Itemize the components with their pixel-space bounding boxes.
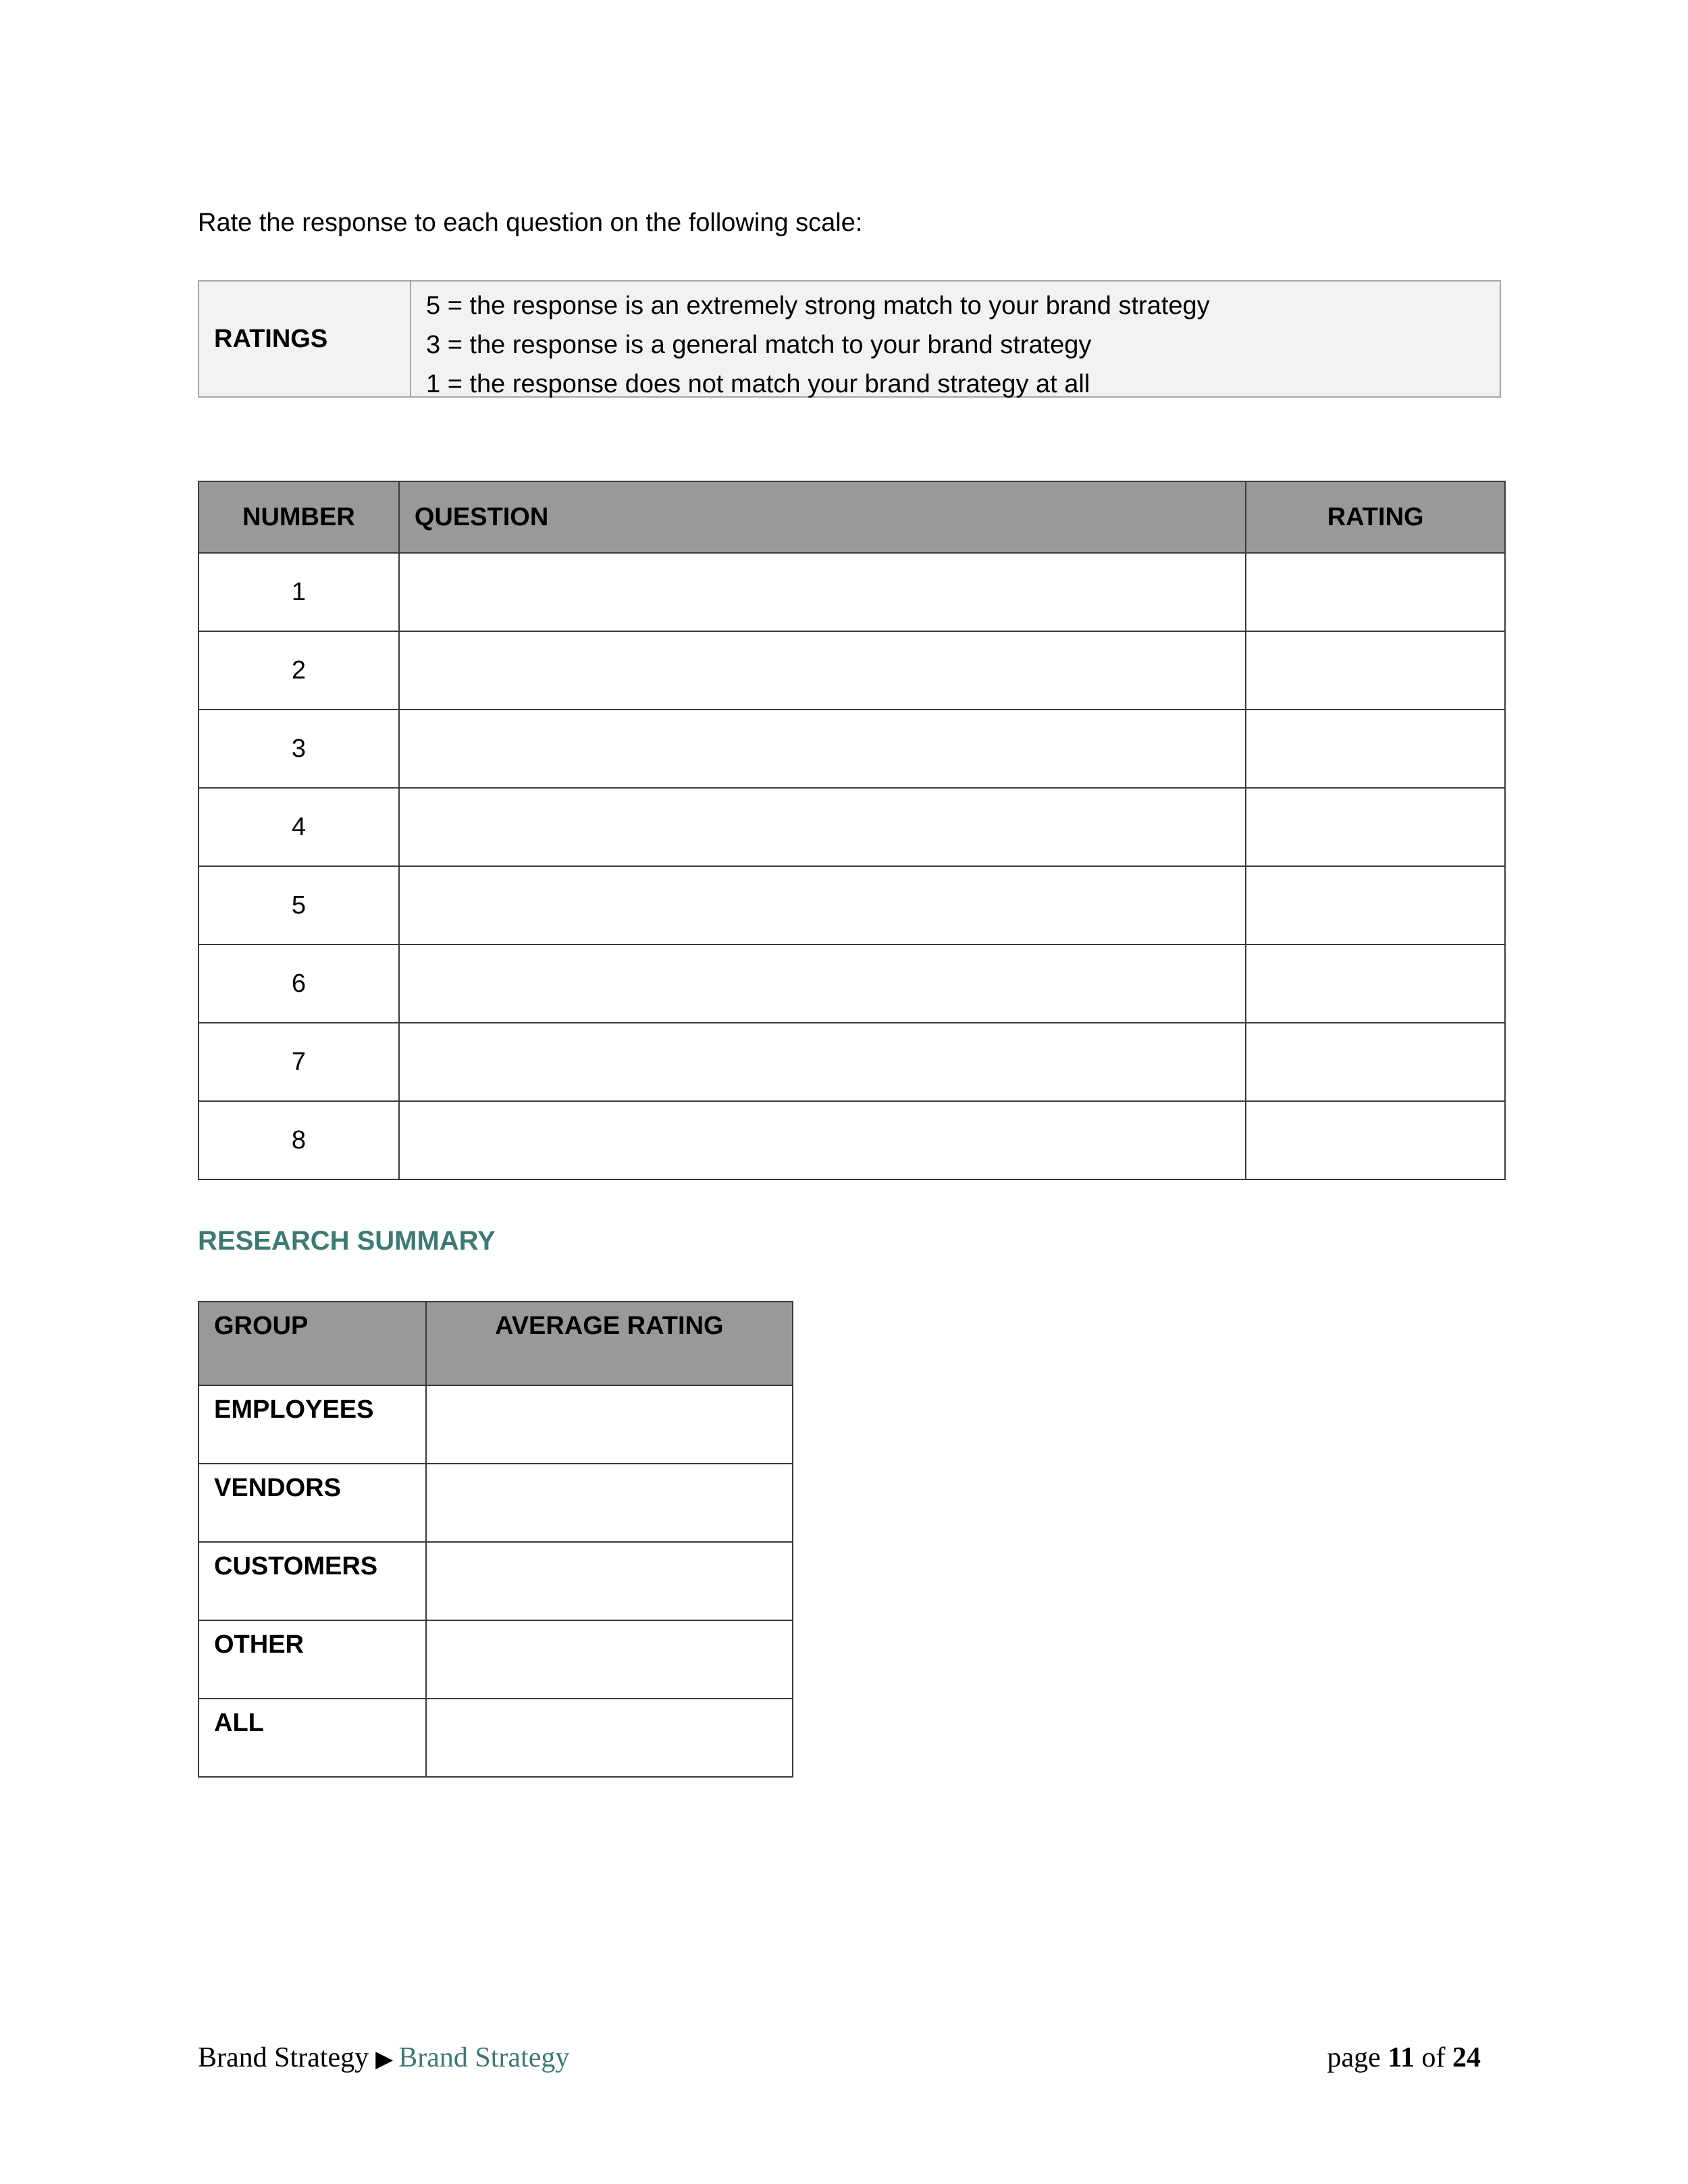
group-label: VENDORS: [199, 1464, 426, 1542]
row-number: 4: [199, 788, 399, 866]
row-number: 2: [199, 631, 399, 710]
table-row: [199, 710, 1505, 788]
rating-cell[interactable]: [1246, 1101, 1505, 1179]
rating-cell[interactable]: [1246, 1023, 1505, 1101]
rating-cell[interactable]: [1246, 944, 1505, 1023]
row-number: 1: [199, 553, 399, 631]
rating-line-5: 5 = the response is an extremely strong match to your brand strategy: [426, 292, 1210, 320]
table-row: [199, 1385, 793, 1464]
question-cell[interactable]: [399, 553, 1246, 631]
rating-line-1: 1 = the response does not match your brand strategy at all: [426, 370, 1090, 398]
research-summary-heading: RESEARCH SUMMARY: [198, 1226, 496, 1256]
header-average-rating: AVERAGE RATING: [426, 1302, 793, 1385]
question-table-header: [199, 481, 1505, 553]
group-label: OTHER: [199, 1620, 426, 1699]
footer-section-link[interactable]: Brand Strategy: [398, 2042, 570, 2073]
ratings-legend: [198, 280, 1501, 398]
rating-cell[interactable]: [1246, 866, 1505, 944]
question-cell[interactable]: [399, 866, 1246, 944]
table-row: [199, 553, 1505, 631]
row-number: 5: [199, 866, 399, 944]
question-cell[interactable]: [399, 1023, 1246, 1101]
rating-line-3: 3 = the response is a general match to your brand strategy: [426, 331, 1092, 359]
page-total: 24: [1452, 2042, 1481, 2073]
header-rating: RATING: [1246, 481, 1505, 553]
rating-cell[interactable]: [1246, 631, 1505, 710]
page-number: [1327, 2037, 1481, 2078]
table-row: [199, 866, 1505, 944]
page-prefix: page: [1327, 2042, 1381, 2073]
row-number: 8: [199, 1101, 399, 1179]
rating-cell[interactable]: [1246, 710, 1505, 788]
table-row: [199, 1101, 1505, 1179]
page-of: of: [1421, 2042, 1446, 2073]
group-label: EMPLOYEES: [199, 1385, 426, 1464]
header-number: NUMBER: [199, 481, 399, 553]
average-cell[interactable]: [426, 1385, 793, 1464]
group-label: CUSTOMERS: [199, 1542, 426, 1620]
question-cell[interactable]: [399, 1101, 1246, 1179]
table-row: [199, 1023, 1505, 1101]
triangle-right-icon: ▶: [375, 2047, 394, 2072]
table-row: [199, 788, 1505, 866]
average-cell[interactable]: [426, 1464, 793, 1542]
question-cell[interactable]: [399, 788, 1246, 866]
row-number: 3: [199, 710, 399, 788]
rating-cell[interactable]: [1246, 788, 1505, 866]
intro-text: Rate the response to each question on the following scale:: [198, 209, 863, 237]
question-cell[interactable]: [399, 944, 1246, 1023]
question-cell[interactable]: [399, 710, 1246, 788]
table-row: [199, 1542, 793, 1620]
average-cell[interactable]: [426, 1699, 793, 1777]
header-group: GROUP: [199, 1302, 426, 1385]
ratings-lines: [426, 286, 1210, 404]
table-row: [199, 1699, 793, 1777]
header-question: QUESTION: [399, 481, 1246, 553]
question-cell[interactable]: [399, 631, 1246, 710]
table-row: [199, 1620, 793, 1699]
group-label: ALL: [199, 1699, 426, 1777]
row-number: 6: [199, 944, 399, 1023]
average-cell[interactable]: [426, 1542, 793, 1620]
average-cell[interactable]: [426, 1620, 793, 1699]
ratings-label: RATINGS: [199, 282, 411, 396]
rating-cell[interactable]: [1246, 553, 1505, 631]
summary-table: [198, 1301, 793, 1778]
page-current: 11: [1388, 2042, 1415, 2073]
table-row: [199, 944, 1505, 1023]
footer-doc-title: Brand Strategy: [198, 2042, 369, 2073]
question-table: [198, 481, 1506, 1180]
table-row: [199, 631, 1505, 710]
row-number: 7: [199, 1023, 399, 1101]
table-row: [199, 1464, 793, 1542]
summary-table-header: [199, 1302, 793, 1385]
footer-breadcrumb: [198, 2037, 569, 2080]
